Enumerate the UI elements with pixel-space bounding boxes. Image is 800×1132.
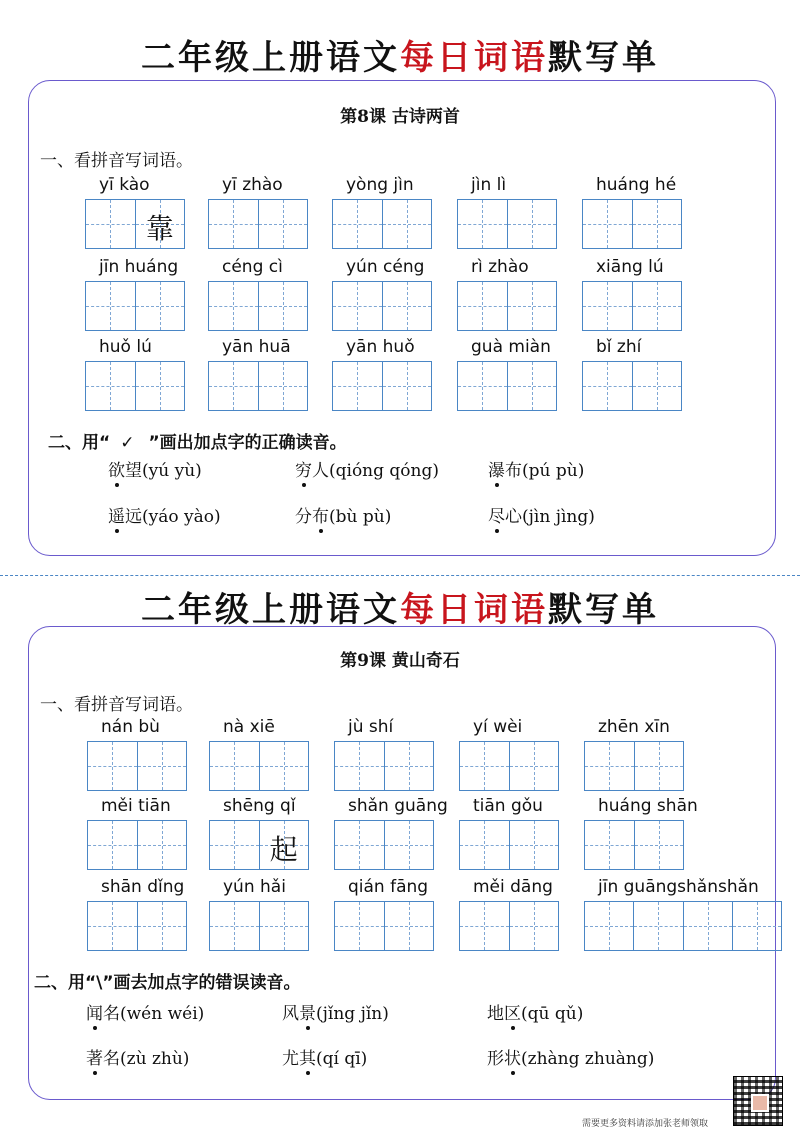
title-part: 二年级上册语文 [141, 38, 400, 78]
tian-grid-cell[interactable] [510, 902, 559, 950]
cut-line-divider [0, 575, 800, 576]
pinyin-label: huǒ lú [99, 337, 152, 357]
writing-box[interactable] [209, 901, 309, 951]
pinyin-label: yí wèi [473, 717, 523, 737]
tian-grid-cell[interactable] [460, 902, 510, 950]
qr-code-icon [733, 1076, 783, 1126]
pinyin-label: yī zhào [222, 175, 283, 195]
question-text: 心(jìn jìng) [505, 507, 595, 527]
tian-grid-cell[interactable] [209, 362, 259, 410]
pronunciation-question[interactable] [295, 456, 439, 481]
sheet2-lesson-title: 第9课 黄山奇石 [340, 651, 460, 671]
sample-character: 起 [269, 833, 298, 866]
question-text: 名(wén wéi) [103, 1004, 205, 1024]
question-text: (zhàng zhuàng) [521, 1049, 655, 1069]
pinyin-label: céng cì [222, 257, 283, 277]
question-text: 布(pú pù) [505, 461, 585, 481]
writing-box[interactable] [582, 199, 682, 249]
tian-grid-cell[interactable] [460, 742, 510, 790]
question-text: (qū qǔ) [521, 1004, 584, 1024]
pinyin-label: huáng shān [598, 796, 698, 816]
writing-box[interactable] [584, 741, 684, 791]
tian-grid-cell[interactable] [333, 200, 383, 248]
tian-grid-cell[interactable] [88, 821, 138, 869]
pinyin-label: jīn guāngshǎnshǎn [598, 877, 759, 897]
writing-box[interactable] [208, 281, 308, 331]
writing-box[interactable] [334, 741, 434, 791]
tian-grid-cell[interactable] [259, 362, 308, 410]
tian-grid-cell[interactable] [383, 282, 432, 330]
tian-grid-cell[interactable] [138, 821, 187, 869]
tian-grid-cell[interactable] [260, 902, 309, 950]
pinyin-label: rì zhào [471, 257, 529, 277]
tian-grid-cell[interactable] [335, 742, 385, 790]
question-text: (bù pù) [329, 507, 392, 527]
sheet1-lesson-title: 第8课 古诗两首 [340, 107, 460, 127]
dotted-character: 景 [299, 999, 316, 1024]
pinyin-label: shǎn guāng [348, 796, 448, 816]
tian-grid-cell[interactable] [633, 282, 682, 330]
writing-box[interactable] [457, 281, 557, 331]
dotted-character: 著 [86, 1044, 103, 1069]
pinyin-label: jìn lì [471, 175, 507, 195]
pinyin-label: shān dǐng [101, 877, 185, 897]
writing-box[interactable] [85, 361, 185, 411]
tian-grid-cell[interactable] [583, 362, 633, 410]
question-text: 远(yáo yào) [125, 507, 221, 527]
tian-grid-cell[interactable] [88, 902, 138, 950]
pinyin-label: yān huǒ [346, 337, 415, 357]
dotted-character: 闻 [86, 999, 103, 1024]
question-text: 形 [487, 1049, 504, 1069]
tian-grid-cell[interactable] [585, 902, 634, 950]
pronunciation-question[interactable] [86, 1044, 189, 1069]
pinyin-label: nán bù [101, 717, 160, 737]
writing-box[interactable] [459, 820, 559, 870]
tian-grid-cell[interactable] [260, 821, 309, 869]
pinyin-label: jīn huáng [99, 257, 179, 277]
tian-grid-cell[interactable] [385, 821, 434, 869]
writing-box[interactable] [87, 901, 187, 951]
writing-box[interactable] [87, 820, 187, 870]
footer-note: 需要更多资料请添加张老师领取 [582, 1119, 709, 1129]
pinyin-label: guà miàn [471, 337, 551, 357]
tian-grid-cell[interactable] [333, 282, 383, 330]
title-highlight: 每日词语 [400, 590, 548, 630]
question-text: 名(zù zhù) [103, 1049, 190, 1069]
dotted-character: 布 [312, 502, 329, 527]
pinyin-label: jù shí [348, 717, 394, 737]
tian-grid-cell[interactable] [260, 742, 309, 790]
tian-grid-cell[interactable] [684, 902, 733, 950]
writing-box[interactable] [332, 361, 432, 411]
tian-grid-cell[interactable] [136, 282, 185, 330]
pinyin-label: yún céng [346, 257, 425, 277]
writing-box[interactable] [334, 901, 434, 951]
tian-grid-cell[interactable] [138, 742, 187, 790]
tian-grid-cell[interactable] [585, 742, 635, 790]
tian-grid-cell[interactable] [210, 902, 260, 950]
question-text: 望(yú yù) [125, 461, 202, 481]
pinyin-label: bǐ zhí [596, 337, 642, 357]
dotted-character: 其 [299, 1044, 316, 1069]
title-highlight: 每日词语 [400, 38, 548, 78]
writing-box[interactable] [582, 361, 682, 411]
question-text: 地 [487, 1004, 504, 1024]
tian-grid-cell[interactable] [138, 902, 187, 950]
sheet1-section2-heading [48, 428, 347, 453]
pinyin-label: nà xiē [223, 717, 275, 737]
tian-grid-cell[interactable] [209, 282, 259, 330]
dotted-character: 区 [504, 999, 521, 1024]
pronunciation-question[interactable] [282, 999, 389, 1024]
tian-grid-cell[interactable] [335, 902, 385, 950]
tian-grid-cell[interactable] [460, 821, 510, 869]
dotted-character: 瀑 [488, 456, 505, 481]
heading-text: 二、用“ [48, 433, 111, 453]
pronunciation-question[interactable] [488, 502, 595, 527]
tian-grid-cell[interactable] [335, 821, 385, 869]
pronunciation-question[interactable] [295, 502, 391, 527]
pinyin-label: yān huā [222, 337, 291, 357]
sheet2-title [0, 582, 800, 631]
question-text: 人(qióng qóng) [312, 461, 440, 481]
tian-grid-cell[interactable] [385, 742, 434, 790]
heading-text: ”画出加点字的正确读音。 [148, 433, 347, 453]
writing-box[interactable] [584, 901, 782, 951]
tian-grid-cell[interactable] [583, 200, 633, 248]
writing-box[interactable] [85, 281, 185, 331]
tian-grid-cell[interactable] [383, 362, 432, 410]
sheet1-title [0, 30, 800, 79]
tian-grid-cell[interactable] [210, 742, 260, 790]
dotted-character: 穷 [295, 456, 312, 481]
sheet2-section1-heading: 一、看拼音写词语。 [40, 695, 193, 715]
tian-grid-cell[interactable] [633, 362, 682, 410]
writing-box[interactable] [87, 741, 187, 791]
tian-grid-cell[interactable] [635, 742, 684, 790]
tian-grid-cell[interactable] [583, 282, 633, 330]
pronunciation-question[interactable] [488, 456, 584, 481]
question-text: (jǐng jǐn) [316, 1004, 389, 1024]
pinyin-label: xiāng lú [596, 257, 664, 277]
tian-grid-cell[interactable] [259, 282, 308, 330]
pinyin-label: shēng qǐ [223, 796, 296, 816]
tian-grid-cell[interactable] [458, 282, 508, 330]
pinyin-label: tiān gǒu [473, 796, 543, 816]
writing-box[interactable] [457, 361, 557, 411]
tian-grid-cell[interactable] [86, 200, 136, 248]
pinyin-label: měi tiān [101, 796, 171, 816]
avatar [751, 1094, 769, 1112]
dotted-character: 状 [504, 1044, 521, 1069]
writing-box[interactable] [208, 361, 308, 411]
pronunciation-question[interactable] [487, 999, 583, 1024]
tian-grid-cell[interactable] [635, 821, 684, 869]
writing-box[interactable] [459, 741, 559, 791]
writing-box[interactable] [332, 281, 432, 331]
sheet2-section2-heading: 二、用“\”画去加点字的错误读音。 [34, 973, 301, 993]
writing-box[interactable] [209, 741, 309, 791]
tian-grid-cell[interactable] [88, 742, 138, 790]
tian-grid-cell[interactable] [210, 821, 260, 869]
pronunciation-question[interactable] [108, 456, 202, 481]
tian-grid-cell[interactable] [333, 362, 383, 410]
pronunciation-question[interactable] [282, 1044, 367, 1069]
writing-box[interactable] [85, 199, 185, 249]
writing-box[interactable] [582, 281, 682, 331]
pinyin-label: měi dāng [473, 877, 553, 897]
pronunciation-question[interactable] [487, 1044, 654, 1069]
question-text: 尤 [282, 1049, 299, 1069]
tian-grid-cell[interactable] [733, 902, 781, 950]
sheet1-section1-heading: 一、看拼音写词语。 [40, 151, 193, 171]
writing-box[interactable] [334, 820, 434, 870]
tian-grid-cell[interactable] [136, 200, 185, 248]
question-text: 分 [295, 507, 312, 527]
question-text: 风 [282, 1004, 299, 1024]
tian-grid-cell[interactable] [209, 200, 259, 248]
writing-box[interactable] [459, 901, 559, 951]
title-part: 默写单 [548, 38, 659, 78]
writing-box[interactable] [457, 199, 557, 249]
pronunciation-question[interactable] [86, 999, 204, 1024]
tian-grid-cell[interactable] [508, 282, 557, 330]
tian-grid-cell[interactable] [510, 821, 559, 869]
sample-character: 靠 [145, 212, 174, 245]
tian-grid-cell[interactable] [458, 362, 508, 410]
tian-grid-cell[interactable] [86, 282, 136, 330]
question-text: (qí qī) [316, 1049, 368, 1069]
tian-grid-cell[interactable] [508, 362, 557, 410]
pronunciation-question[interactable] [108, 502, 221, 527]
check-mark-icon: ✓ [120, 433, 135, 453]
writing-box[interactable] [332, 199, 432, 249]
tian-grid-cell[interactable] [634, 902, 683, 950]
dotted-character: 尽 [488, 502, 505, 527]
pinyin-label: huáng hé [596, 175, 677, 195]
pinyin-label: yún hǎi [223, 877, 286, 897]
title-part: 默写单 [548, 590, 659, 630]
pinyin-label: zhēn xīn [598, 717, 670, 737]
pinyin-label: yòng jìn [346, 175, 414, 195]
tian-grid-cell[interactable] [510, 742, 559, 790]
tian-grid-cell[interactable] [458, 200, 508, 248]
tian-grid-cell[interactable] [508, 200, 557, 248]
pinyin-label: qián fāng [348, 877, 429, 897]
title-part: 二年级上册语文 [141, 590, 400, 630]
dotted-character: 遥 [108, 502, 125, 527]
tian-grid-cell[interactable] [136, 362, 185, 410]
tian-grid-cell[interactable] [585, 821, 635, 869]
writing-box[interactable] [209, 820, 309, 870]
writing-box[interactable] [208, 199, 308, 249]
writing-box[interactable] [584, 820, 684, 870]
tian-grid-cell[interactable] [385, 902, 434, 950]
tian-grid-cell[interactable] [259, 200, 308, 248]
pinyin-label: yī kào [99, 175, 150, 195]
tian-grid-cell[interactable] [633, 200, 682, 248]
tian-grid-cell[interactable] [383, 200, 432, 248]
dotted-character: 欲 [108, 456, 125, 481]
tian-grid-cell[interactable] [86, 362, 136, 410]
